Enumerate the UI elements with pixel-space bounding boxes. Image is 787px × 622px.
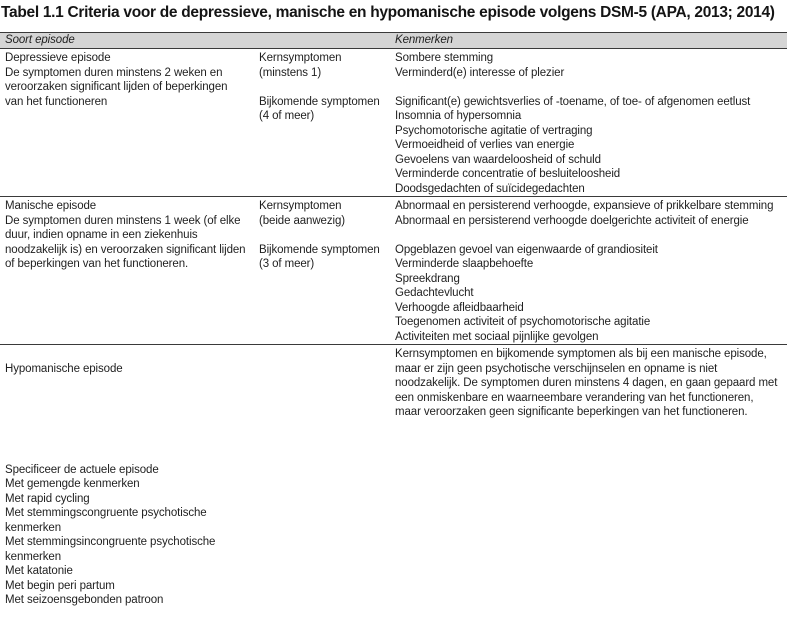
manische-kenmerken-cell: Abnormaal en persisterend verhoogde, expansieve of prikkelbare stemming Abnormaal en persisterend verhoogde doelgerichte activiteit of energie Opgeblazen gevoel van eigenwaarde of grandiositeit Verminderde slaapbehoefte Spreekdrang Gedachtevlucht Verhoogde afleidbaarheid Toegenomen activiteit of psychomotorische agitatie Activiteiten met sociaal pijnlijke gevolgen [395, 200, 774, 343]
hypomanische-symptomen-cell [259, 347, 395, 622]
document-page [0, 3, 787, 606]
section-manische-episode [0, 196, 787, 344]
manische-episode-cell: Manische episode De symptomen duren minstens 1 week (of elke duur, indien opname in een ziekenhuis noodzakelijk is) en veroorzaken significant lijden of beperkingen van het functioneren. [5, 200, 246, 270]
specifier-list: Specificeer de actuele episode Met gemengde kenmerken Met rapid cycling Met stemmingscongruente psychotische kenmerken Met stemmingsincongruente psychotische kenmerken Met katatonie Met begin peri partum Met seizoensgebonden patroon [5, 463, 216, 606]
depressieve-kenmerken-cell: Sombere stemming Verminderd(e) interesse of plezier Significant(e) gewichtsverlies of -toename, of toe- of afgenomen eetlust Insomnia of hypersomnia Psychomotorische agitatie of vertraging Vermoeidheid of verlies van energie Gevoelens van waardeloosheid of schuld Verminderde concentratie of besluiteloosheid Doodsgedachten of suïcidegedachten [395, 52, 751, 195]
header-soort-episode: Soort episode [5, 34, 75, 47]
hypomanische-kenmerken-cell: Kernsymptomen en bijkomende symptomen als bij een manische episode, maar er zijn geen psychotische verschijnselen en opname is niet noodzakelijk. De symptomen duren minstens 4 dagen, en gaan gepaard met een onmiskenbare en waarneembare verandering van het functioneren, maar veroorzaken geen significante beperkingen van het functioneren. [395, 348, 778, 418]
depressieve-episode-cell: Depressieve episode De symptomen duren minstens 2 weken en veroorzaken significant lijden of beperkingen van het functioneren [5, 52, 228, 108]
table-title: Tabel 1.1 Criteria voor de depressieve, manische en hypomanische episode volgens DSM-5 (APA, 2013; 2014) [1, 4, 775, 21]
depressieve-symptomen-cell: Kernsymptomen (minstens 1) Bijkomende symptomen (4 of meer) [259, 52, 380, 122]
hypomanische-episode-cell [0, 347, 259, 622]
hypomanische-episode-label: Hypomanische episode [5, 362, 123, 375]
manische-symptomen-cell: Kernsymptomen (beide aanwezig) Bijkomende symptomen (3 of meer) [259, 200, 380, 270]
header-kenmerken: Kenmerken [395, 34, 453, 47]
criteria-table [0, 32, 787, 622]
table-header-row [0, 32, 787, 49]
section-hypomanische-episode [0, 344, 787, 622]
section-depressieve-episode [0, 49, 787, 196]
